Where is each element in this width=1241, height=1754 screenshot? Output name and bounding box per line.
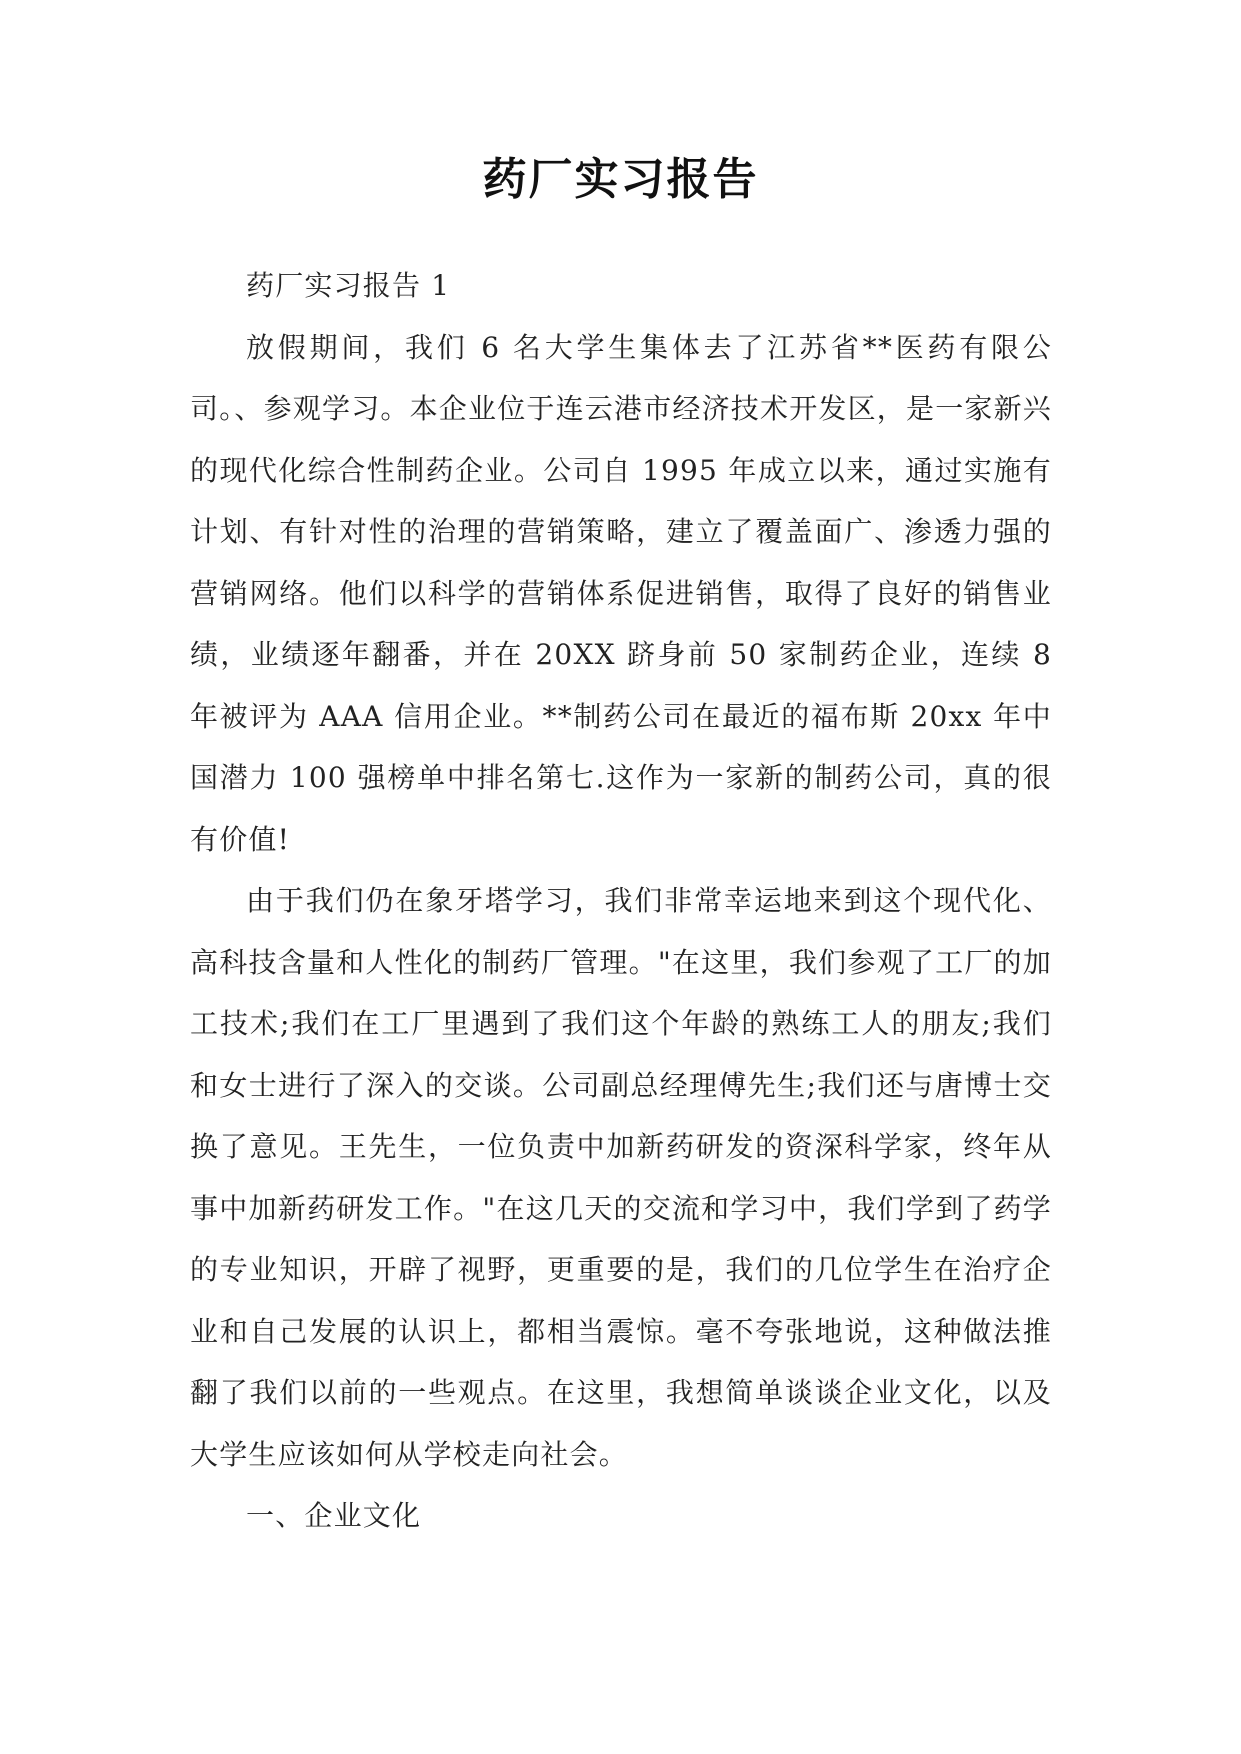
paragraph-visit-experience: 由于我们仍在象牙塔学习，我们非常幸运地来到这个现代化、高科技含量和人性化的制药厂管理。"在这里，我们参观了工厂的加工技术;我们在工厂里遇到了我们这个年龄的熟练工人的朋友;我们和女士进行了深入的交谈。公司副总经理傅先生;我们还与唐博士交换了意见。王先生，一位负责中加新药研发的资深科学家，终年从事中加新药研发工作。"在这几天的交流和学习中，我们学到了药学的专业知识，开辟了视野，更重要的是，我们的几位学生在治疗企业和自己发展的认识上，都相当震惊。毫不夸张地说，这种做法推翻了我们以前的一些观点。在这里，我想简单谈谈企业文化，以及大学生应该如何从学校走向社会。 (190, 884, 1052, 1471)
section-heading-report-1: 药厂实习报告 1 (246, 269, 451, 302)
document-body (190, 255, 1052, 1547)
paragraph-company-intro: 放假期间，我们 6 名大学生集体去了江苏省**医药有限公司。、参观学习。本企业位于连云港市经济技术开发区，是一家新兴的现代化综合性制药企业。公司自 1995 年成立以来，通过实施有计划、有针对性的治理的营销策略，建立了覆盖面广、渗透力强的营销网络。他们以科学的营销体系促进销售，取得了良好的销售业绩，业绩逐年翻番，并在 20XX 跻身前 50 家制药企业，连续 8 年被评为 AAA 信用企业。**制药公司在最近的福布斯 20xx 年中国潜力 100 强榜单中排名第七.这作为一家新的制药公司，真的很有价值! (190, 330, 1053, 856)
document-title: 药厂实习报告 (482, 154, 759, 205)
section-heading-corporate-culture: 一、企业文化 (246, 1499, 422, 1532)
